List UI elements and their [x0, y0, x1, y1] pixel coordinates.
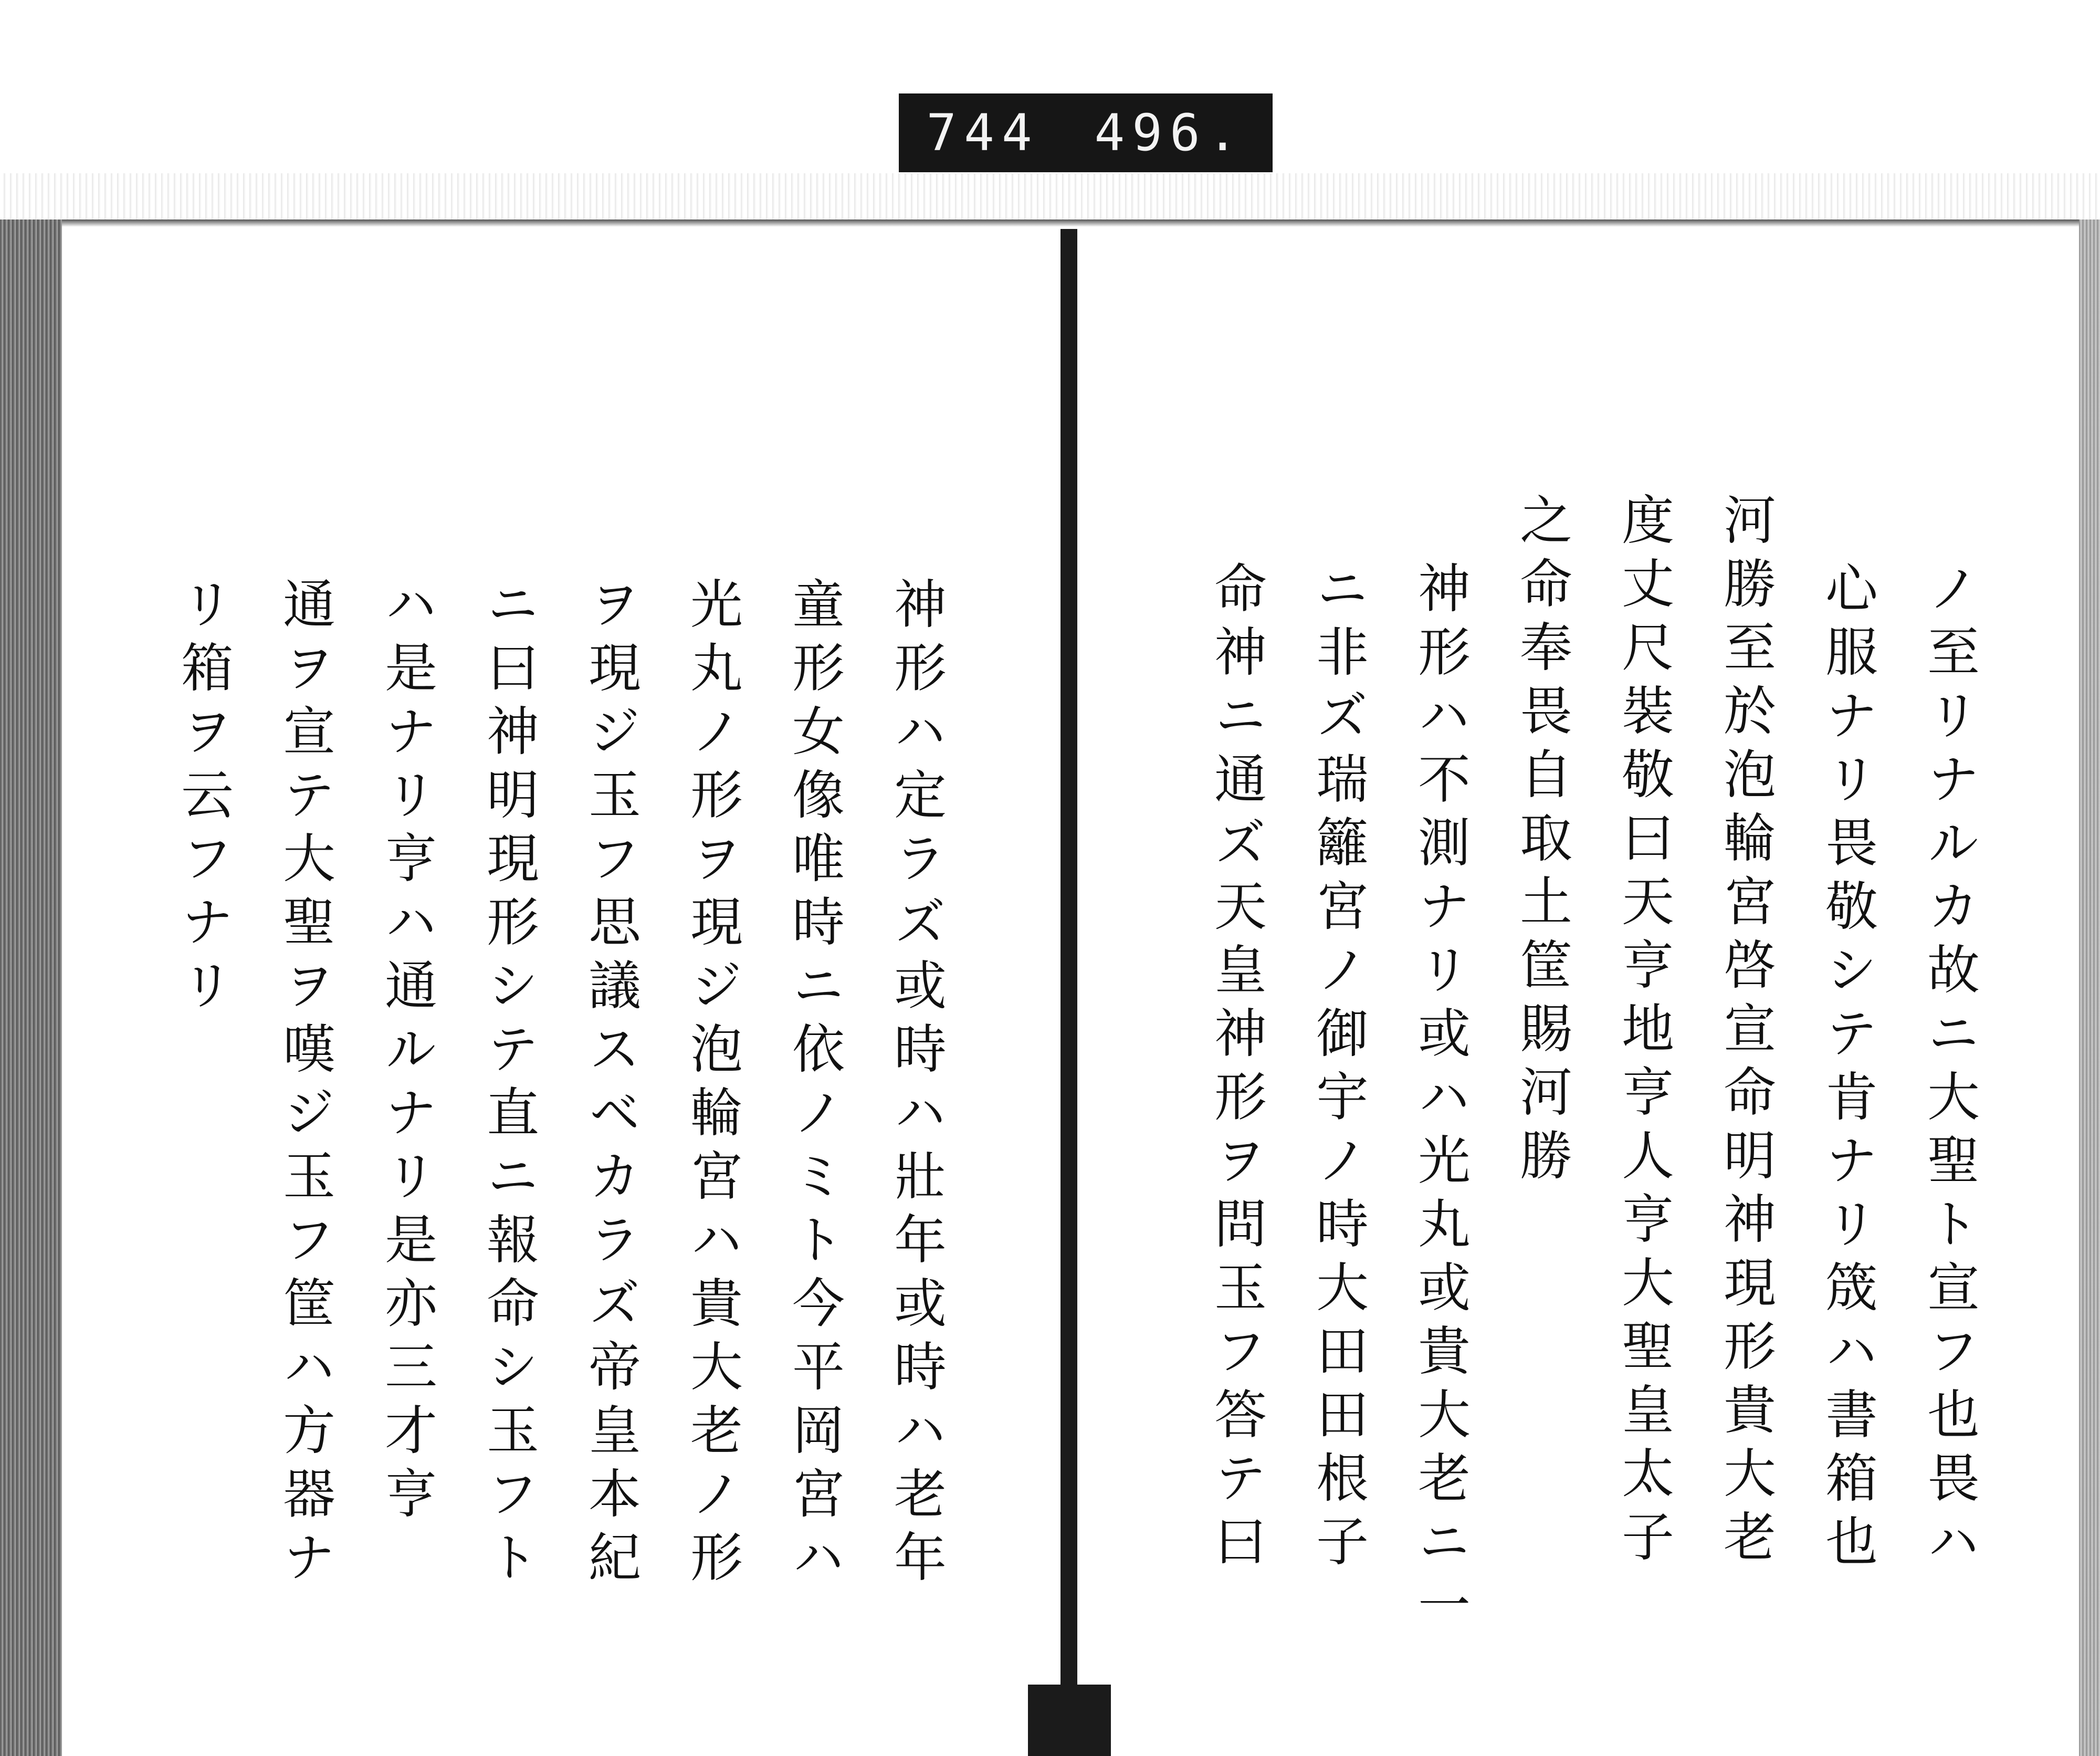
text-column: 之命奉畏自取土筐賜河勝	[1511, 493, 1572, 1191]
stamp-left-number: 744	[926, 103, 1040, 162]
right-page-edges	[2079, 220, 2100, 1756]
book-gutter	[1060, 229, 1077, 1699]
text-column: 命神ニ通ズ天皇神形ヲ問玉フ答テ曰	[1205, 561, 1267, 1577]
archive-stamp	[899, 93, 1273, 172]
left-page-edges	[0, 220, 62, 1756]
text-column: 度丈尺裝敬曰天亨地亨人亨大聖皇太子	[1613, 493, 1674, 1573]
text-column: 河勝至於泡輪宮啓宣命明神現形貴大老	[1715, 493, 1776, 1573]
text-column: 童形女像唯時ニ依ノミト今平岡宮ハ	[783, 577, 845, 1593]
text-column: リ箱ヲ云フナリ	[172, 577, 234, 1021]
right-page	[1077, 220, 2079, 1756]
text-column: 心服ナリ畏敬シテ肯ナリ筬ハ書箱也	[1816, 561, 1878, 1577]
open-book	[0, 220, 2100, 1756]
text-column: ヲ現ジ玉フ思議スベカラズ帝皇本紀	[580, 577, 641, 1593]
text-column: 光丸ノ形ヲ現ジ泡輪宮ハ貴大老ノ形	[681, 577, 743, 1593]
text-column: 神形ハ不測ナリ或ハ光丸或貴大老ニ一	[1409, 561, 1471, 1641]
text-column: ノ至リナルカ故ニ大聖ト宣フ也畏ハ	[1918, 561, 1980, 1577]
text-column: ニ曰神明現形シテ直ニ報命シ玉フト	[478, 577, 539, 1593]
text-column: 神形ハ定ラズ或時ハ壯年或時ハ老年	[885, 577, 947, 1593]
left-page	[62, 220, 1060, 1756]
text-column: ハ是ナリ亨ハ通ルナリ是亦三才亨	[376, 577, 437, 1530]
text-column: ニ非ズ瑞籬宮ノ御宇ノ時大田田根子	[1307, 561, 1369, 1577]
stamp-right-number: 496.	[1094, 103, 1245, 162]
text-column: 通ヲ宣テ大聖ヲ嘆ジ玉フ筐ハ方器ナ	[274, 577, 335, 1593]
